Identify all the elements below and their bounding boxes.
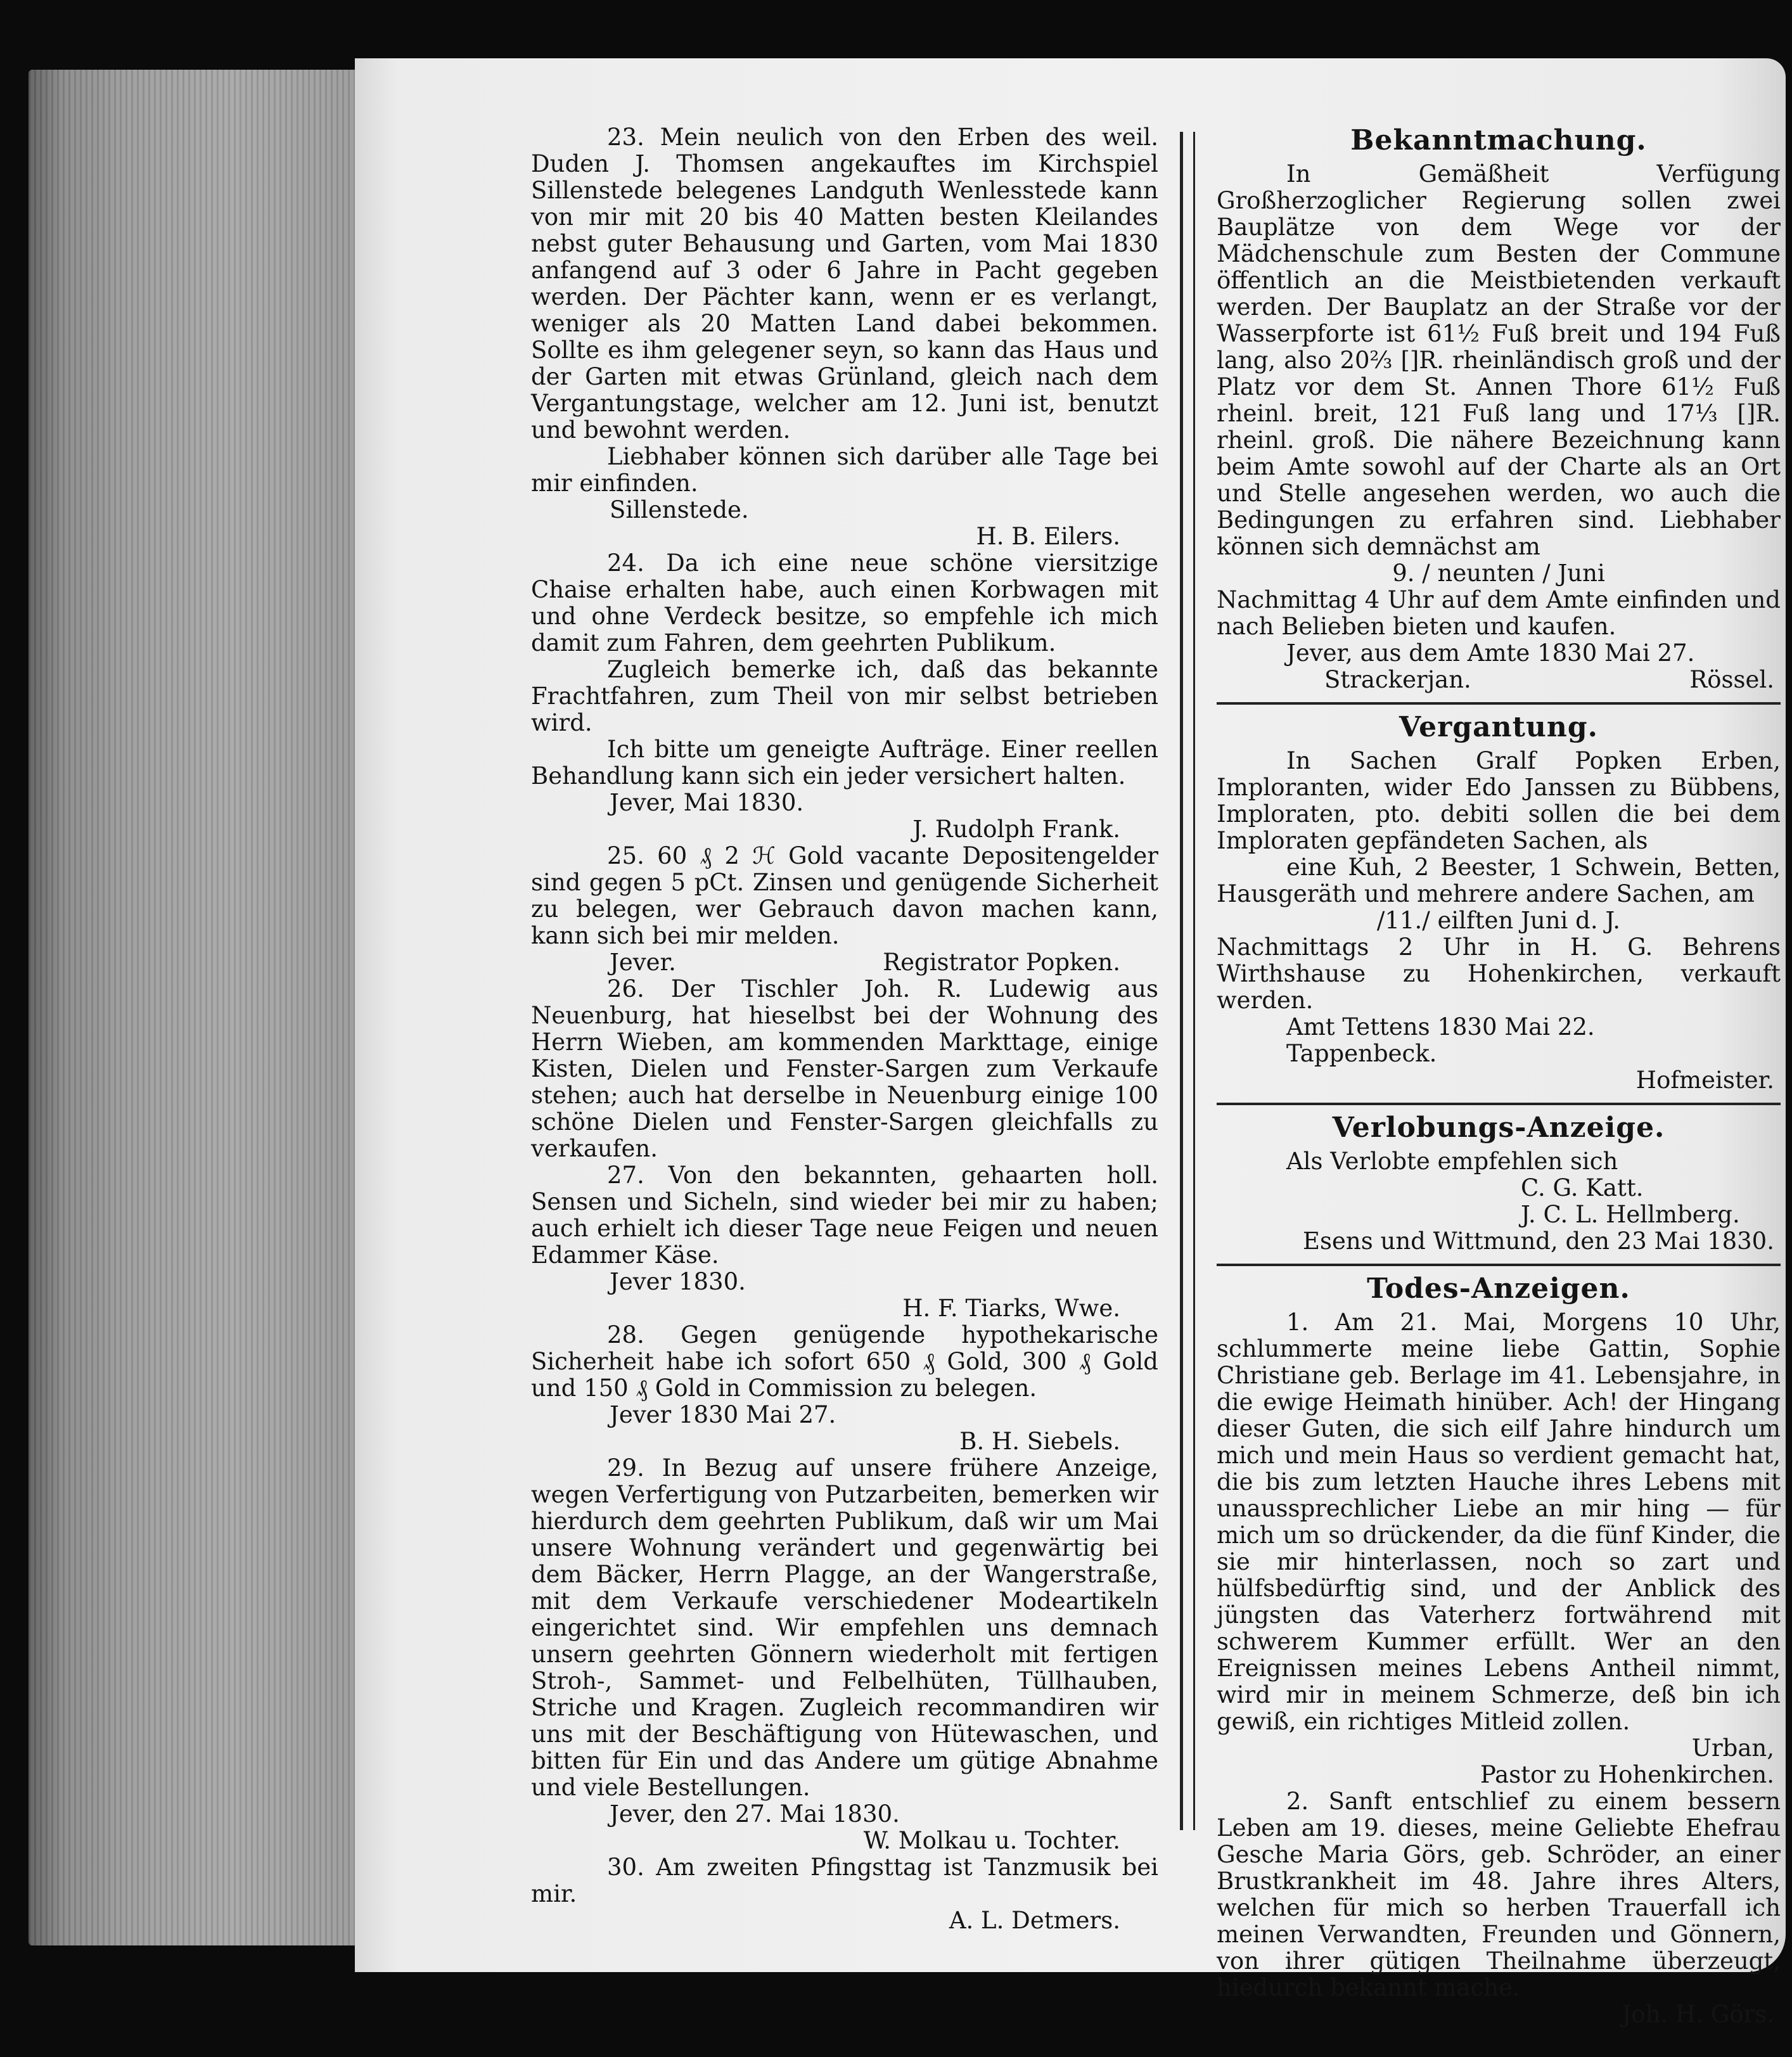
ad-25-place: Jever. <box>610 949 676 976</box>
section-divider <box>1217 702 1781 705</box>
book-page-edges <box>29 70 364 1945</box>
ad-24 <box>531 550 1158 843</box>
ad-28-text: 28. Gegen genügende hypothekarische Sicherheit habe ich sofort 650 ₰ Gold, 300 ₰ Gold und 150 ₰ Gold in Commission zu belegen. <box>531 1321 1158 1402</box>
ad-30-signature: A. L. Detmers. <box>949 1907 1120 1934</box>
verlobung-name-1: C. G. Katt. <box>1521 1174 1644 1202</box>
bekanntmachung-signatory-1: Strackerjan. <box>1324 666 1471 693</box>
bekanntmachung-signatory-2: Rössel. <box>1689 666 1774 693</box>
ad-29-signature: W. Molkau u. Tochter. <box>863 1827 1120 1854</box>
ad-27-place: Jever 1830. <box>610 1268 746 1295</box>
ad-24-signature: J. Rudolph Frank. <box>912 816 1120 843</box>
vergantung-place-date: Amt Tettens 1830 Mai 22. <box>1286 1013 1595 1041</box>
vergantung-date: /11./ eilften Juni d. J. <box>1376 907 1621 934</box>
ad-24-place: Jever, Mai 1830. <box>610 789 804 816</box>
ad-29-place: Jever, den 27. Mai 1830. <box>610 1800 900 1828</box>
ad-27-text: 27. Von den bekannten, gehaarten holl. Sensen und Sicheln, sind wieder bei mir zu haben; auch erhielt ich dieser Tage neue Feigen und neuen Edammer Käse. <box>531 1162 1158 1269</box>
todes-notice-2: 2. Sanft entschlief zu einem bessern Leben am 19. dieses, meine Geliebte Ehefrau Gesche Maria Görs, geb. Schröder, an einer Brustkrankheit im 48. Jahre ihres Alters, welchen für mich so herben Trauerfall ich meinen Verwandten, Freunden und Gönnern, von ihrer gütigen Theilnahme überzeugt, hiedurch bekannt mache. <box>1217 1788 1781 2001</box>
bekanntmachung-body: In Gemäßheit Verfügung Großherzoglicher Regierung sollen zwei Bauplätze von dem Wege vor der Mädchenschule zum Besten der Commune öffentlich an die Meistbietenden verkauft werden. Der Bauplatz an der Straße vor der Wasserpforte ist 61½ Fuß breit und 194 Fuß lang, also 20⅔ []R. rheinländisch groß und der Platz vor dem St. Annen Thore 61½ Fuß rheinl. breit, 121 Fuß lang und 17⅓ []R. rheinl. groß. Die nähere Bezeichnung kann beim Amte sowohl auf der Charte als an Ort und Stelle angesehen werden, wo auch die Bedingungen zu erfahren sind. Liebhaber können sich demnächst am <box>1217 160 1781 560</box>
ad-25-text: 25. 60 ₰ 2 ℋ Gold vacante Depositengelder sind gegen 5 pCt. Zinsen und genügende Sicherheit zu belegen, wer Gebrauch davon machen kann, kann sich bei mir melden. <box>531 842 1158 949</box>
right-column <box>1217 124 1781 2037</box>
section-divider-3 <box>1217 1264 1781 1266</box>
ad-23-place: Sillenstede. <box>610 496 749 523</box>
bekanntmachung-heading: Bekanntmachung. <box>1350 124 1647 157</box>
ad-27 <box>531 1162 1158 1322</box>
todes-signatory-1-title: Pastor zu Hohenkirchen. <box>1480 1761 1774 1788</box>
ad-25-place-signature <box>531 949 1158 976</box>
ad-27-signature: H. F. Tiarks, Wwe. <box>902 1295 1120 1322</box>
ad-23-text-2: Liebhaber können sich darüber alle Tage bei mir einfinden. <box>531 443 1158 497</box>
ad-29-text: 29. In Bezug auf unsere frühere Anzeige, wegen Verfertigung von Putzarbeiten, bemerken wir hierdurch dem geehrten Publikum, daß wir um Mai unsere Wohnung verändert und gegenwärtig bei dem Bäcker, Herrn Plagge, an der Wangerstraße, mit dem Verkaufe verschiedener Modeartikeln eingerichtet sind. Wir empfehlen uns demnach unsern geehrten Gönnern wiederholt mit fertigen Stroh-, Sammet- und Felbelhüten, Tüllhauben, Striche und Kragen. Zugleich recommandiren wir uns mit der Beschäftigung von Hütewaschen, und bitten für Ein und das Andere um gütige Abnahme und viele Bestellungen. <box>531 1454 1158 1801</box>
verlobung-heading: Verlobungs-Anzeige. <box>1332 1112 1665 1144</box>
ad-23-signature: H. B. Eilers. <box>976 523 1120 550</box>
ad-28-signature: B. H. Siebels. <box>959 1428 1120 1455</box>
ad-23-text: 23. Mein neulich von den Erben des weil. Duden J. Thomsen angekauftes im Kirchspiel Sillenstede belegenes Landguth Wenlesstede kann von mir mit 20 bis 40 Matten besten Kleilandes nebst guter Behausung und Garten, vom Mai 1830 anfangend auf 3 oder 6 Jahre in Pacht gegeben werden. Der Pächter kann, wenn er es verlangt, weniger als 20 Matten Land dabei bekommen. Sollte es ihm gelegener seyn, so kann das Haus und der Garten mit etwas Grünland, gleich nach dem Vergantungstage, welcher am 12. Juni ist, benutzt und bewohnt werden. <box>531 124 1158 444</box>
ad-25-signature: Registrator Popken. <box>883 949 1120 976</box>
ad-29 <box>531 1455 1158 1854</box>
bekanntmachung-signatories <box>1217 667 1781 693</box>
verlobung-section <box>1217 1112 1781 1255</box>
vergantung-items: eine Kuh, 2 Beester, 1 Schwein, Betten, Hausgeräth und mehrere andere Sachen, am <box>1217 854 1781 907</box>
ad-26-text: 26. Der Tischler Joh. R. Ludewig aus Neuenburg, hat hieselbst bei der Wohnung des Herrn Wieben, am kommenden Markttage, einige Kisten, Dielen und Fenster-Sargen zum Verkaufe stehen; auch hat derselbe in Neuenburg einige 100 schöne Dielen und Fenster-Sargen gleichfalls zu verkaufen. <box>531 975 1158 1162</box>
vergantung-body: In Sachen Gralf Popken Erben, Imploranten, wider Edo Janssen zu Bübbens, Imploraten, pto. debiti sollen die bei dem Imploraten gepfändeten Sachen, als <box>1217 747 1781 854</box>
verlobung-place-date: Esens und Wittmund, den 23 Mai 1830. <box>1303 1227 1774 1255</box>
ad-23 <box>531 124 1158 550</box>
ad-30 <box>531 1854 1158 1934</box>
todes-heading: Todes-Anzeigen. <box>1367 1272 1630 1305</box>
todes-notice-1: 1. Am 21. Mai, Morgens 10 Uhr, schlummerte meine liebe Gattin, Sophie Christiane geb. Berlage im 41. Lebensjahre, in die ewige Heimath hinüber. Ach! der Hingang dieser Guten, die sich eilf Jahre hindurch um mich und mein Haus so verdient gemacht hat, die bis zum letzten Hauche ihres Lebens mit unaussprechlicher Liebe an mir hing — für mich um so drückender, da die fünf Kinder, die sie mir hinterlassen, noch so zart und hülfsbedürftig sind, und der Anblick des jüngsten das Vaterherz fortwährend mit schwerem Kummer erfüllt. Wer an den Ereignissen meines Lebens Antheil nimmt, wird mir in meinem Schmerze, deß bin ich gewiß, ein richtiges Mitleid zollen. <box>1217 1309 1781 1735</box>
ad-30-text: 30. Am zweiten Pfingsttag ist Tanzmusik bei mir. <box>531 1854 1158 1907</box>
ad-25 <box>531 843 1158 976</box>
verlobung-name-2: J. C. L. Hellmberg. <box>1521 1201 1740 1228</box>
ad-26 <box>531 976 1158 1162</box>
bekanntmachung-date: 9. / neunten / Juni <box>1392 560 1605 587</box>
vergantung-body-2: Nachmittags 2 Uhr in H. G. Behrens Wirthshause zu Hohenkirchen, verkauft werden. <box>1217 933 1781 1014</box>
ad-28-place: Jever 1830 Mai 27. <box>610 1401 836 1428</box>
ad-24-text-3: Ich bitte um geneigte Aufträge. Einer reellen Behandlung kann sich ein jeder versichert halten. <box>531 736 1158 790</box>
bekanntmachung-place-date: Jever, aus dem Amte 1830 Mai 27. <box>1286 639 1695 667</box>
vergantung-signatory-1: Tappenbeck. <box>1286 1040 1437 1067</box>
bekanntmachung-section <box>1217 124 1781 693</box>
column-divider <box>1180 132 1195 1830</box>
todes-signatory-2: Joh. H. Görs. <box>1622 2001 1774 2028</box>
vergantung-signatory-2: Hofmeister. <box>1635 1067 1774 1094</box>
todes-section <box>1217 1272 1781 2028</box>
section-divider-2 <box>1217 1103 1781 1105</box>
todes-signatory-1-name: Urban, <box>1691 1734 1774 1762</box>
vergantung-section <box>1217 711 1781 1094</box>
ad-28 <box>531 1322 1158 1455</box>
vergantung-heading: Vergantung. <box>1399 711 1598 743</box>
verlobung-intro: Als Verlobte empfehlen sich <box>1286 1148 1618 1175</box>
bekanntmachung-body-2: Nachmittag 4 Uhr auf dem Amte einfinden und nach Belieben bieten und kaufen. <box>1217 586 1781 640</box>
ad-24-text-2: Zugleich bemerke ich, daß das bekannte Frachtfahren, zum Theil von mir selbst betrieben wird. <box>531 656 1158 736</box>
left-column <box>531 124 1158 1934</box>
ad-24-text: 24. Da ich eine neue schöne viersitzige Chaise erhalten habe, auch einen Korbwagen mit und ohne Verdeck besitze, so empfehle ich mich damit zum Fahren, dem geehrten Publikum. <box>531 549 1158 657</box>
